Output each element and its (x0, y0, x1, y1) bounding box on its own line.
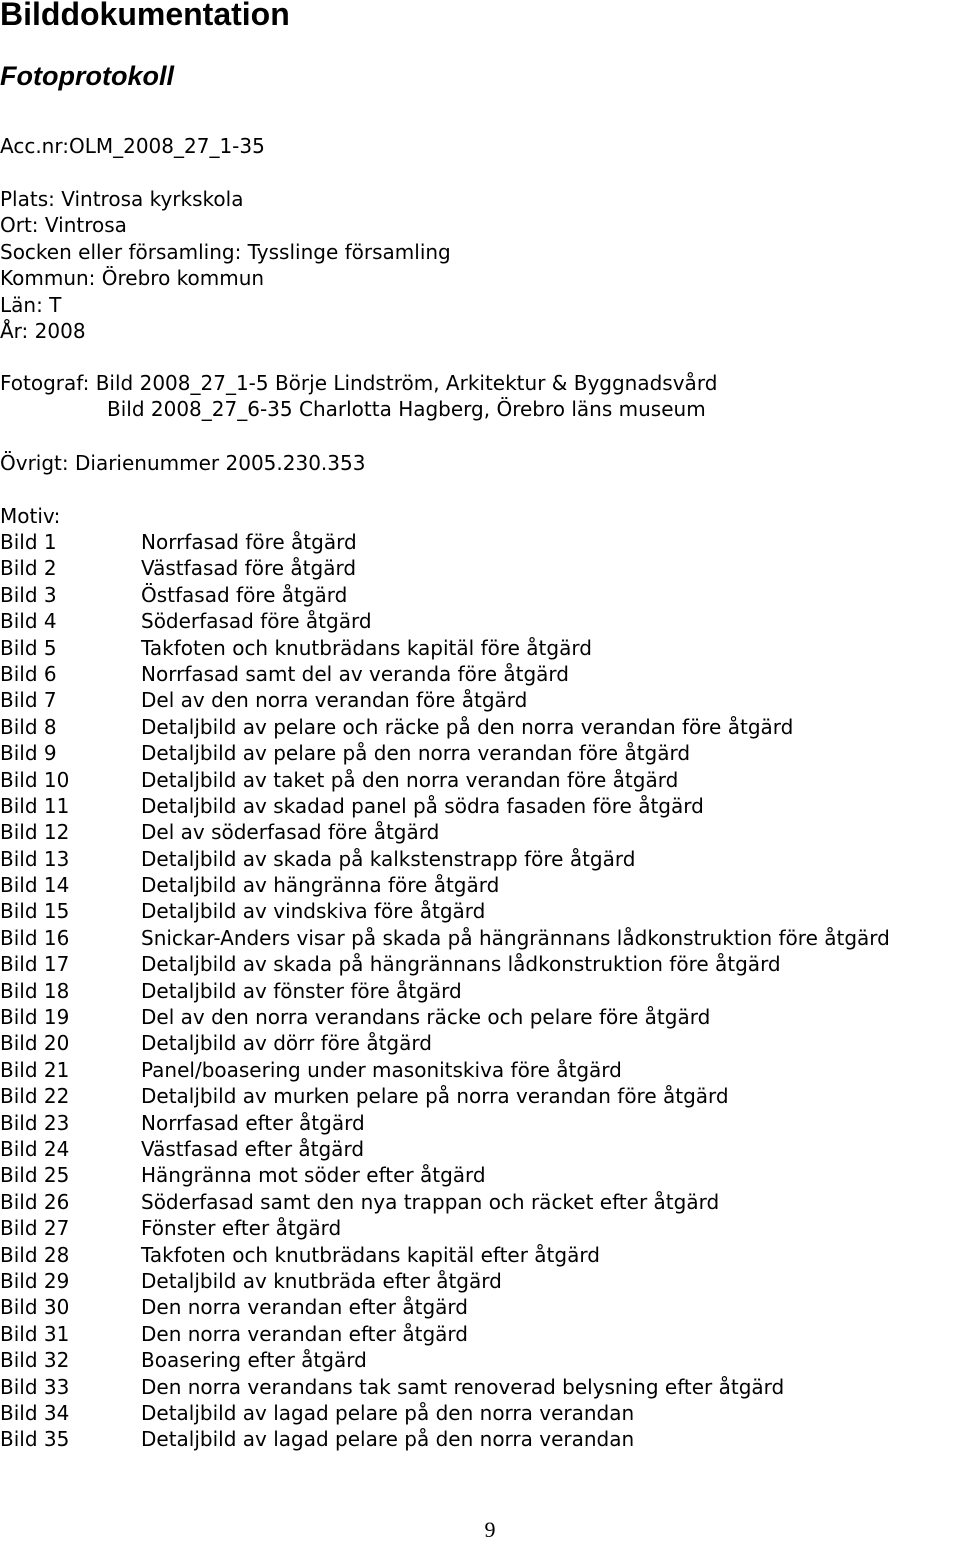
motiv-row (0, 740, 890, 766)
accession-number: Acc.nr:OLM_2008_27_1-35 (0, 134, 265, 158)
motiv-description: Detaljbild av pelare och räcke på den norra verandan före åtgärd (141, 714, 794, 739)
motiv-row (0, 1189, 890, 1215)
motiv-image-number: Bild 8 (0, 714, 57, 739)
other-notes: Övrigt: Diarienummer 2005.230.353 (0, 451, 366, 475)
motiv-image-number: Bild 32 (0, 1348, 70, 1373)
motiv-row (0, 1242, 890, 1268)
motiv-row (0, 1294, 890, 1320)
motiv-description: Detaljbild av taket på den norra verandan före åtgärd (141, 767, 679, 792)
meta-year: År: 2008 (0, 318, 86, 343)
motiv-description: Detaljbild av skada på kalkstenstrapp före åtgärd (141, 846, 636, 871)
motiv-row (0, 1136, 890, 1162)
meta-county: Län: T (0, 292, 62, 317)
motiv-description: Söderfasad samt den nya trappan och räcket efter åtgärd (141, 1189, 720, 1214)
motiv-description: Del av den norra verandan före åtgärd (141, 688, 528, 713)
document-title: Bilddokumentation (0, 0, 290, 32)
motiv-image-number: Bild 16 (0, 925, 70, 950)
meta-locality: Ort: Vintrosa (0, 213, 127, 238)
motiv-image-number: Bild 18 (0, 978, 70, 1003)
motiv-list (0, 529, 890, 1453)
motiv-description: Detaljbild av knutbräda efter åtgärd (141, 1268, 502, 1293)
motiv-description: Detaljbild av lagad pelare på den norra verandan (141, 1400, 635, 1425)
document-subtitle: Fotoprotokoll (0, 61, 174, 91)
motiv-description: Detaljbild av murken pelare på norra verandan före åtgärd (141, 1084, 729, 1109)
motiv-row (0, 1110, 890, 1136)
meta-municipality: Kommun: Örebro kommun (0, 266, 265, 291)
motiv-row (0, 1004, 890, 1030)
meta-parish: Socken eller församling: Tysslinge församling (0, 239, 451, 264)
motiv-image-number: Bild 10 (0, 767, 70, 792)
motiv-row (0, 1057, 890, 1083)
motiv-row (0, 1083, 890, 1109)
motiv-description: Detaljbild av dörr före åtgärd (141, 1031, 432, 1056)
motiv-row (0, 1215, 890, 1241)
motiv-image-number: Bild 24 (0, 1136, 70, 1161)
motiv-description: Detaljbild av fönster före åtgärd (141, 978, 462, 1003)
motiv-image-number: Bild 34 (0, 1400, 70, 1425)
motiv-image-number: Bild 27 (0, 1216, 70, 1241)
motiv-row (0, 1400, 890, 1426)
motiv-image-number: Bild 35 (0, 1427, 70, 1452)
motiv-row (0, 1347, 890, 1373)
photographer-block (0, 370, 717, 423)
motiv-image-number: Bild 26 (0, 1189, 70, 1214)
motiv-row (0, 767, 890, 793)
motiv-image-number: Bild 17 (0, 952, 70, 977)
motiv-row (0, 1030, 890, 1056)
motiv-description: Panel/boasering under masonitskiva före åtgärd (141, 1057, 622, 1082)
page-number: 9 (484, 1517, 496, 1542)
motiv-row (0, 687, 890, 713)
motiv-image-number: Bild 9 (0, 741, 57, 766)
motiv-description: Takfoten och knutbrädans kapitäl före åtgärd (141, 635, 592, 660)
motiv-description: Västfasad före åtgärd (141, 556, 357, 581)
motiv-row (0, 793, 890, 819)
motiv-row (0, 1426, 890, 1452)
motiv-row (0, 819, 890, 845)
motiv-image-number: Bild 22 (0, 1084, 70, 1109)
motiv-row (0, 714, 890, 740)
motiv-row (0, 1162, 890, 1188)
motiv-description: Boasering efter åtgärd (141, 1348, 367, 1373)
photographer-line-1: Fotograf: Bild 2008_27_1-5 Börje Lindström, Arkitektur & Byggnadsvård (0, 371, 718, 395)
motiv-row (0, 898, 890, 924)
motiv-description: Detaljbild av vindskiva före åtgärd (141, 899, 486, 924)
motiv-description: Detaljbild av skada på hängrännans lådkonstruktion före åtgärd (141, 952, 781, 977)
motiv-row (0, 978, 890, 1004)
motiv-row (0, 1268, 890, 1294)
photographer-line-2: Bild 2008_27_6-35 Charlotta Hagberg, Örebro läns museum (107, 397, 706, 422)
motiv-label: Motiv: (0, 504, 61, 528)
motiv-description: Den norra verandans tak samt renoverad belysning efter åtgärd (141, 1374, 785, 1399)
motiv-row (0, 951, 890, 977)
motiv-description: Västfasad efter åtgärd (141, 1136, 365, 1161)
motiv-image-number: Bild 33 (0, 1374, 70, 1399)
motiv-description: Söderfasad före åtgärd (141, 609, 372, 634)
motiv-image-number: Bild 23 (0, 1110, 70, 1135)
motiv-image-number: Bild 2 (0, 556, 57, 581)
motiv-description: Norrfasad efter åtgärd (141, 1110, 365, 1135)
motiv-row (0, 582, 890, 608)
motiv-image-number: Bild 5 (0, 635, 57, 660)
motiv-row (0, 872, 890, 898)
motiv-description: Snickar-Anders visar på skada på hängrännans lådkonstruktion före åtgärd (141, 925, 890, 950)
motiv-description: Takfoten och knutbrädans kapitäl efter åtgärd (141, 1242, 600, 1267)
motiv-description: Detaljbild av lagad pelare på den norra verandan (141, 1427, 635, 1452)
motiv-image-number: Bild 11 (0, 793, 70, 818)
motiv-description: Detaljbild av hängränna före åtgärd (141, 873, 500, 898)
motiv-image-number: Bild 3 (0, 582, 57, 607)
motiv-row (0, 1374, 890, 1400)
motiv-description: Del av söderfasad före åtgärd (141, 820, 440, 845)
motiv-description: Östfasad före åtgärd (141, 582, 348, 607)
motiv-description: Detaljbild av skadad panel på södra fasaden före åtgärd (141, 793, 704, 818)
motiv-image-number: Bild 4 (0, 609, 57, 634)
motiv-row (0, 635, 890, 661)
motiv-row (0, 529, 890, 555)
motiv-image-number: Bild 1 (0, 530, 57, 554)
motiv-image-number: Bild 29 (0, 1268, 70, 1293)
metadata-block (0, 186, 451, 344)
motiv-row (0, 846, 890, 872)
motiv-description: Fönster efter åtgärd (141, 1216, 342, 1241)
motiv-description: Del av den norra verandans räcke och pelare före åtgärd (141, 1005, 711, 1030)
motiv-image-number: Bild 7 (0, 688, 57, 713)
motiv-description: Den norra verandan efter åtgärd (141, 1295, 468, 1320)
motiv-row (0, 608, 890, 634)
motiv-image-number: Bild 12 (0, 820, 70, 845)
motiv-image-number: Bild 30 (0, 1295, 70, 1320)
motiv-image-number: Bild 6 (0, 661, 57, 686)
motiv-row (0, 555, 890, 581)
motiv-description: Den norra verandan efter åtgärd (141, 1321, 468, 1346)
motiv-image-number: Bild 19 (0, 1005, 70, 1030)
motiv-image-number: Bild 15 (0, 899, 70, 924)
motiv-image-number: Bild 14 (0, 873, 70, 898)
motiv-image-number: Bild 25 (0, 1163, 70, 1188)
motiv-image-number: Bild 28 (0, 1242, 70, 1267)
motiv-image-number: Bild 13 (0, 846, 70, 871)
motiv-image-number: Bild 20 (0, 1031, 70, 1056)
motiv-description: Norrfasad före åtgärd (141, 530, 357, 554)
motiv-row (0, 1321, 890, 1347)
motiv-image-number: Bild 31 (0, 1321, 70, 1346)
motiv-image-number: Bild 21 (0, 1057, 70, 1082)
motiv-row (0, 661, 890, 687)
meta-place: Plats: Vintrosa kyrkskola (0, 187, 244, 211)
motiv-description: Hängränna mot söder efter åtgärd (141, 1163, 486, 1188)
motiv-row (0, 925, 890, 951)
motiv-description: Norrfasad samt del av veranda före åtgärd (141, 661, 569, 686)
motiv-description: Detaljbild av pelare på den norra verandan före åtgärd (141, 741, 691, 766)
